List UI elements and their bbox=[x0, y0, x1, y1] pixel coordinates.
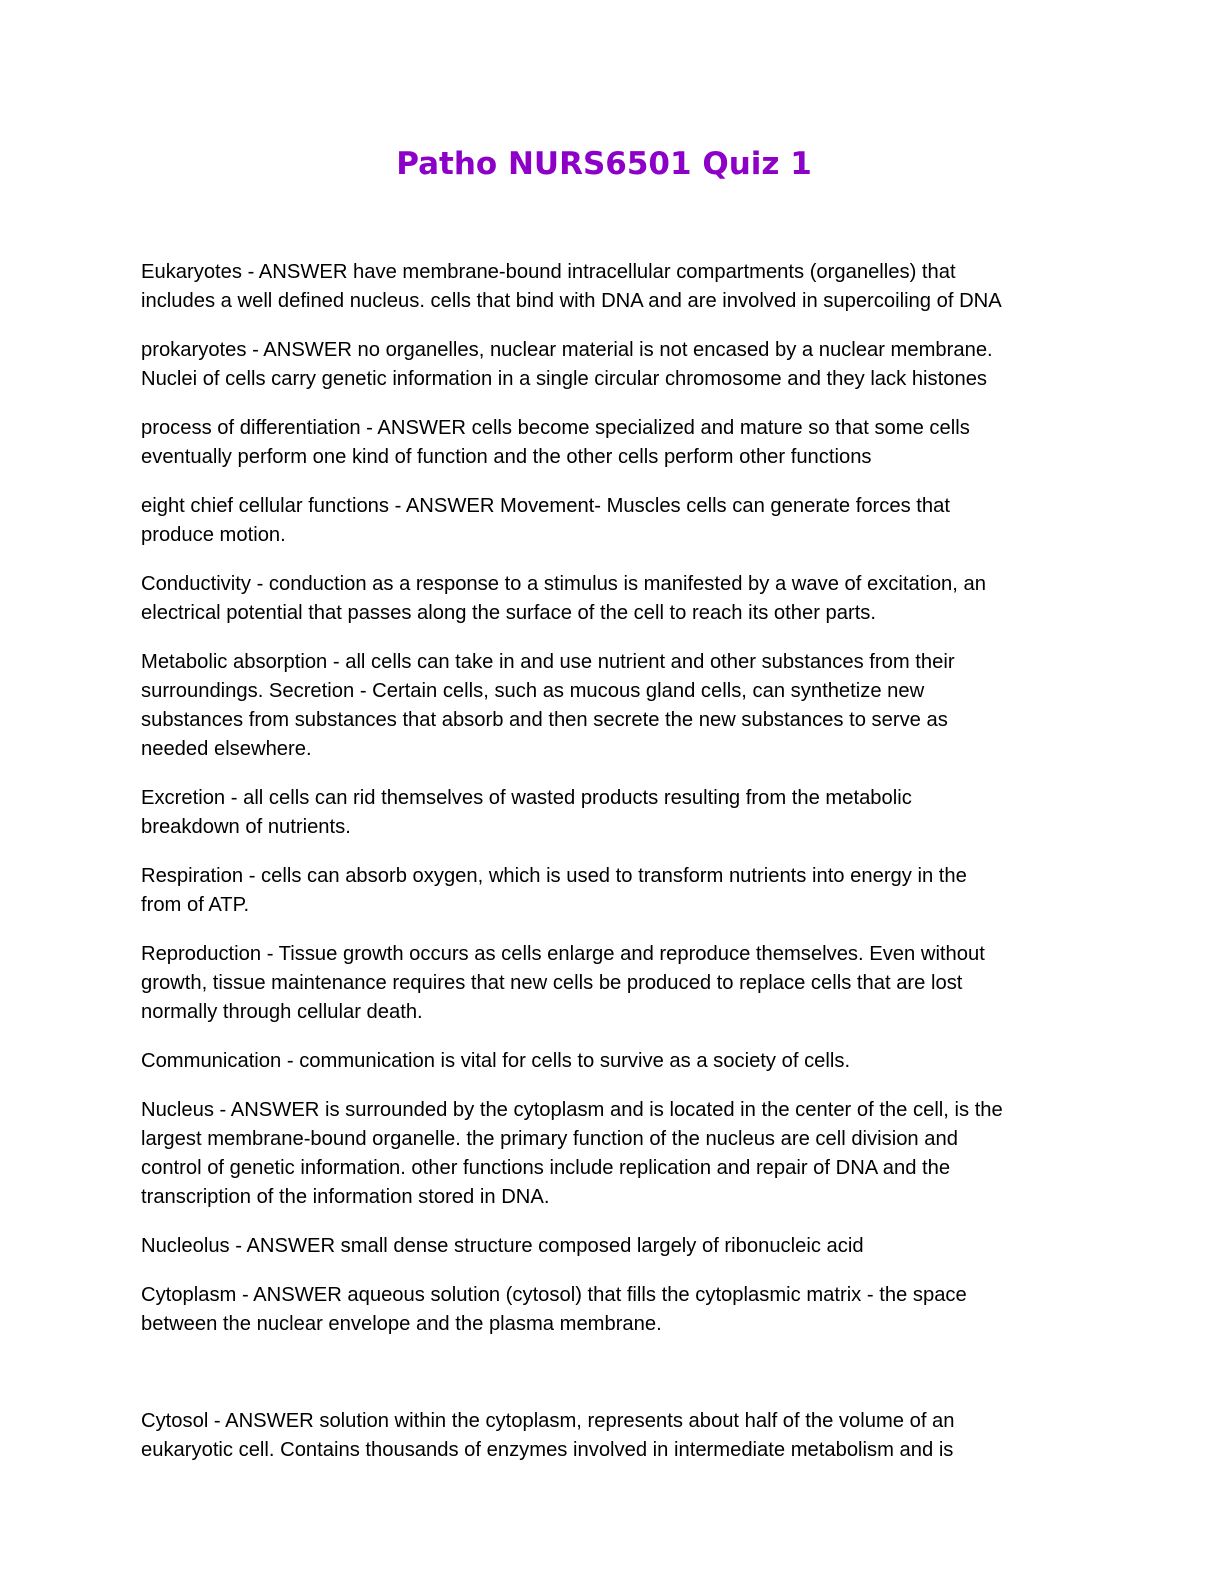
text-line: needed elsewhere. bbox=[141, 738, 312, 760]
text-line: eukaryotic cell. Contains thousands of enzymes involved in intermediate metabolism and is bbox=[141, 1439, 954, 1461]
paragraph bbox=[141, 570, 1081, 628]
text-line: normally through cellular death. bbox=[141, 1001, 423, 1023]
text-line: Nucleus - ANSWER is surrounded by the cytoplasm and is located in the center of the cell, is the bbox=[141, 1099, 1003, 1121]
text-line: Eukaryotes - ANSWER have membrane-bound intracellular compartments (organelles) that bbox=[141, 261, 956, 283]
paragraph bbox=[141, 1281, 1081, 1339]
paragraph bbox=[141, 648, 1081, 764]
text-line: includes a well defined nucleus. cells that bind with DNA and are involved in supercoiling of DNA bbox=[141, 290, 1002, 312]
paragraph bbox=[141, 414, 1081, 472]
text-line: prokaryotes - ANSWER no organelles, nuclear material is not encased by a nuclear membrane. bbox=[141, 339, 993, 361]
paragraph bbox=[141, 258, 1081, 316]
text-line: eventually perform one kind of function and the other cells perform other functions bbox=[141, 446, 872, 468]
document-body bbox=[141, 258, 1081, 1485]
text-line: substances from substances that absorb and then secrete the new substances to serve as bbox=[141, 709, 948, 731]
text-line: Nucleolus - ANSWER small dense structure composed largely of ribonucleic acid bbox=[141, 1235, 864, 1257]
text-line: between the nuclear envelope and the plasma membrane. bbox=[141, 1313, 662, 1335]
text-line: surroundings. Secretion - Certain cells, such as mucous gland cells, can synthetize new bbox=[141, 680, 925, 702]
text-line: Metabolic absorption - all cells can take in and use nutrient and other substances from their bbox=[141, 651, 955, 673]
text-line: Communication - communication is vital for cells to survive as a society of cells. bbox=[141, 1050, 851, 1072]
text-line: Reproduction - Tissue growth occurs as cells enlarge and reproduce themselves. Even without bbox=[141, 943, 985, 965]
text-line: largest membrane-bound organelle. the primary function of the nucleus are cell division and bbox=[141, 1128, 958, 1150]
document-title: Patho NURS6501 Quiz 1 bbox=[396, 146, 812, 182]
text-line: electrical potential that passes along the surface of the cell to reach its other parts. bbox=[141, 602, 877, 624]
paragraph bbox=[141, 492, 1081, 550]
paragraph bbox=[141, 1096, 1081, 1212]
text-line: Cytosol - ANSWER solution within the cytoplasm, represents about half of the volume of an bbox=[141, 1410, 955, 1432]
text-line: control of genetic information. other functions include replication and repair of DNA and the bbox=[141, 1157, 951, 1179]
text-line: Nuclei of cells carry genetic information in a single circular chromosome and they lack histones bbox=[141, 368, 988, 390]
paragraph bbox=[141, 1047, 1081, 1076]
paragraph bbox=[141, 1232, 1081, 1261]
paragraph bbox=[141, 336, 1081, 394]
paragraph bbox=[141, 862, 1081, 920]
text-line: breakdown of nutrients. bbox=[141, 816, 351, 838]
paragraph bbox=[141, 940, 1081, 1027]
paragraph bbox=[141, 784, 1081, 842]
text-line: process of differentiation - ANSWER cells become specialized and mature so that some cells bbox=[141, 417, 970, 439]
text-line: Cytoplasm - ANSWER aqueous solution (cytosol) that fills the cytoplasmic matrix - the space bbox=[141, 1284, 967, 1306]
paragraph bbox=[141, 1407, 1081, 1465]
text-line: from of ATP. bbox=[141, 894, 250, 916]
text-line: transcription of the information stored in DNA. bbox=[141, 1186, 550, 1208]
text-line: Conductivity - conduction as a response to a stimulus is manifested by a wave of excitation, an bbox=[141, 573, 986, 595]
text-line: eight chief cellular functions - ANSWER Movement- Muscles cells can generate forces that bbox=[141, 495, 950, 517]
text-line: growth, tissue maintenance requires that new cells be produced to replace cells that are lost bbox=[141, 972, 963, 994]
text-line: produce motion. bbox=[141, 524, 286, 546]
text-line: Excretion - all cells can rid themselves of wasted products resulting from the metabolic bbox=[141, 787, 912, 809]
text-line: Respiration - cells can absorb oxygen, which is used to transform nutrients into energy in the bbox=[141, 865, 967, 887]
